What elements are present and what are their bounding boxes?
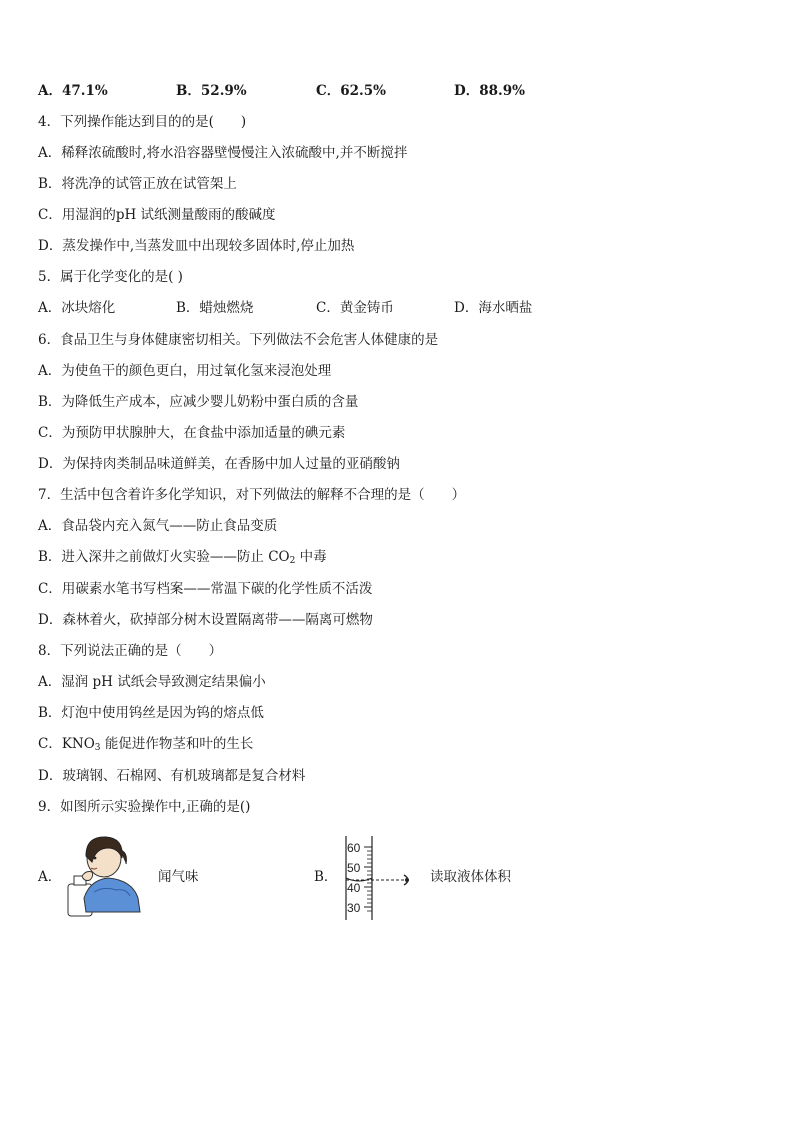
q8-stem: 8．下列说法正确的是（ ） xyxy=(38,643,223,659)
q9-option-a-letter: A． xyxy=(38,869,62,885)
eye-pupil xyxy=(405,878,409,882)
q4-option-b: B．将洗净的试管正放在试管架上 xyxy=(38,176,237,192)
q3-option-a: A．47.1% xyxy=(38,83,108,99)
q8-option-d: D．玻璃钢、石棉网、有机玻璃都是复合材料 xyxy=(38,768,306,784)
q5-option-b: B．蜡烛燃烧 xyxy=(176,300,254,316)
graduated-cylinder-illustration xyxy=(338,834,428,924)
q7-option-d: D．森林着火，砍掉部分树木设置隔离带——隔离可燃物 xyxy=(38,612,373,628)
q4-stem: 4．下列操作能达到目的的是( ) xyxy=(38,114,247,130)
q8-option-b: B．灯泡中使用钨丝是因为钨的熔点低 xyxy=(38,705,264,721)
q3-option-c: C．62.5% xyxy=(316,83,386,99)
q4-option-d: D．蒸发操作中,当蒸发皿中出现较多固体时,停止加热 xyxy=(38,238,355,254)
person-eye xyxy=(94,857,97,860)
q9-option-b-letter: B． xyxy=(314,869,338,885)
person-body xyxy=(84,878,140,912)
person-hand xyxy=(82,872,93,881)
q8-option-c-tail: 能促进作物茎和叶的生长 xyxy=(100,736,254,752)
q5-option-c: C．黄金铸币 xyxy=(316,300,394,316)
q6-option-c: C．为预防甲状腺肿大，在食盐中添加适量的碘元素 xyxy=(38,425,346,441)
q4-option-a: A．稀释浓硫酸时,将水沿容器壁慢慢注入浓硫酸中,并不断搅拌 xyxy=(38,145,408,161)
q7-option-b xyxy=(38,548,327,570)
q5-option-a: A．冰块熔化 xyxy=(38,300,116,316)
q7-option-b-tail: 中毒 xyxy=(295,549,327,565)
q5-stem: 5．属于化学变化的是( ) xyxy=(38,269,183,285)
cylinder-tick-label-40: 40 xyxy=(347,881,361,895)
q6-option-d: D．为保持肉类制品味道鲜美，在香肠中加人过量的亚硝酸钠 xyxy=(38,456,400,472)
q3-option-b: B．52.9% xyxy=(176,83,247,99)
q9-option-a-caption: 闻气味 xyxy=(158,869,199,885)
q7-option-c: C．用碳素水笔书写档案——常温下碳的化学性质不活泼 xyxy=(38,581,373,597)
cylinder-tick-label-30: 30 xyxy=(347,901,361,915)
q8-option-c-subscript: 3 xyxy=(94,743,101,753)
q9-stem: 9．如图所示实验操作中,正确的是() xyxy=(38,799,251,815)
q3-option-d: D．88.9% xyxy=(454,83,525,99)
cylinder-tick-label-60: 60 xyxy=(347,841,361,855)
q8-option-c-text: C．KNO xyxy=(38,736,95,752)
q8-option-c xyxy=(38,735,253,757)
q8-option-a: A．湿润 pH 试纸会导致测定结果偏小 xyxy=(38,674,266,690)
q7-option-a: A．食品袋内充入氮气——防止食品变质 xyxy=(38,518,278,534)
q5-option-d: D．海水晒盐 xyxy=(454,300,533,316)
smelling-illustration xyxy=(64,834,144,920)
q7-option-b-text: B．进入深井之前做灯火实验——防止 CO xyxy=(38,549,290,565)
q4-option-c: C．用湿润的pH 试纸测量酸雨的酸碱度 xyxy=(38,207,276,223)
cylinder-tick-label-50: 50 xyxy=(347,861,361,875)
q6-stem: 6．食品卫生与身体健康密切相关。下列做法不会危害人体健康的是 xyxy=(38,332,439,348)
q7-option-b-subscript: 2 xyxy=(289,556,296,566)
q7-stem: 7．生活中包含着许多化学知识，对下列做法的解释不合理的是（ ） xyxy=(38,487,466,503)
q6-option-a: A．为使鱼干的颜色更白，用过氧化氢来浸泡处理 xyxy=(38,363,332,379)
q9-option-b-caption: 读取液体体积 xyxy=(430,869,511,885)
q6-option-b: B．为降低生产成本，应减少婴儿奶粉中蛋白质的含量 xyxy=(38,394,359,410)
